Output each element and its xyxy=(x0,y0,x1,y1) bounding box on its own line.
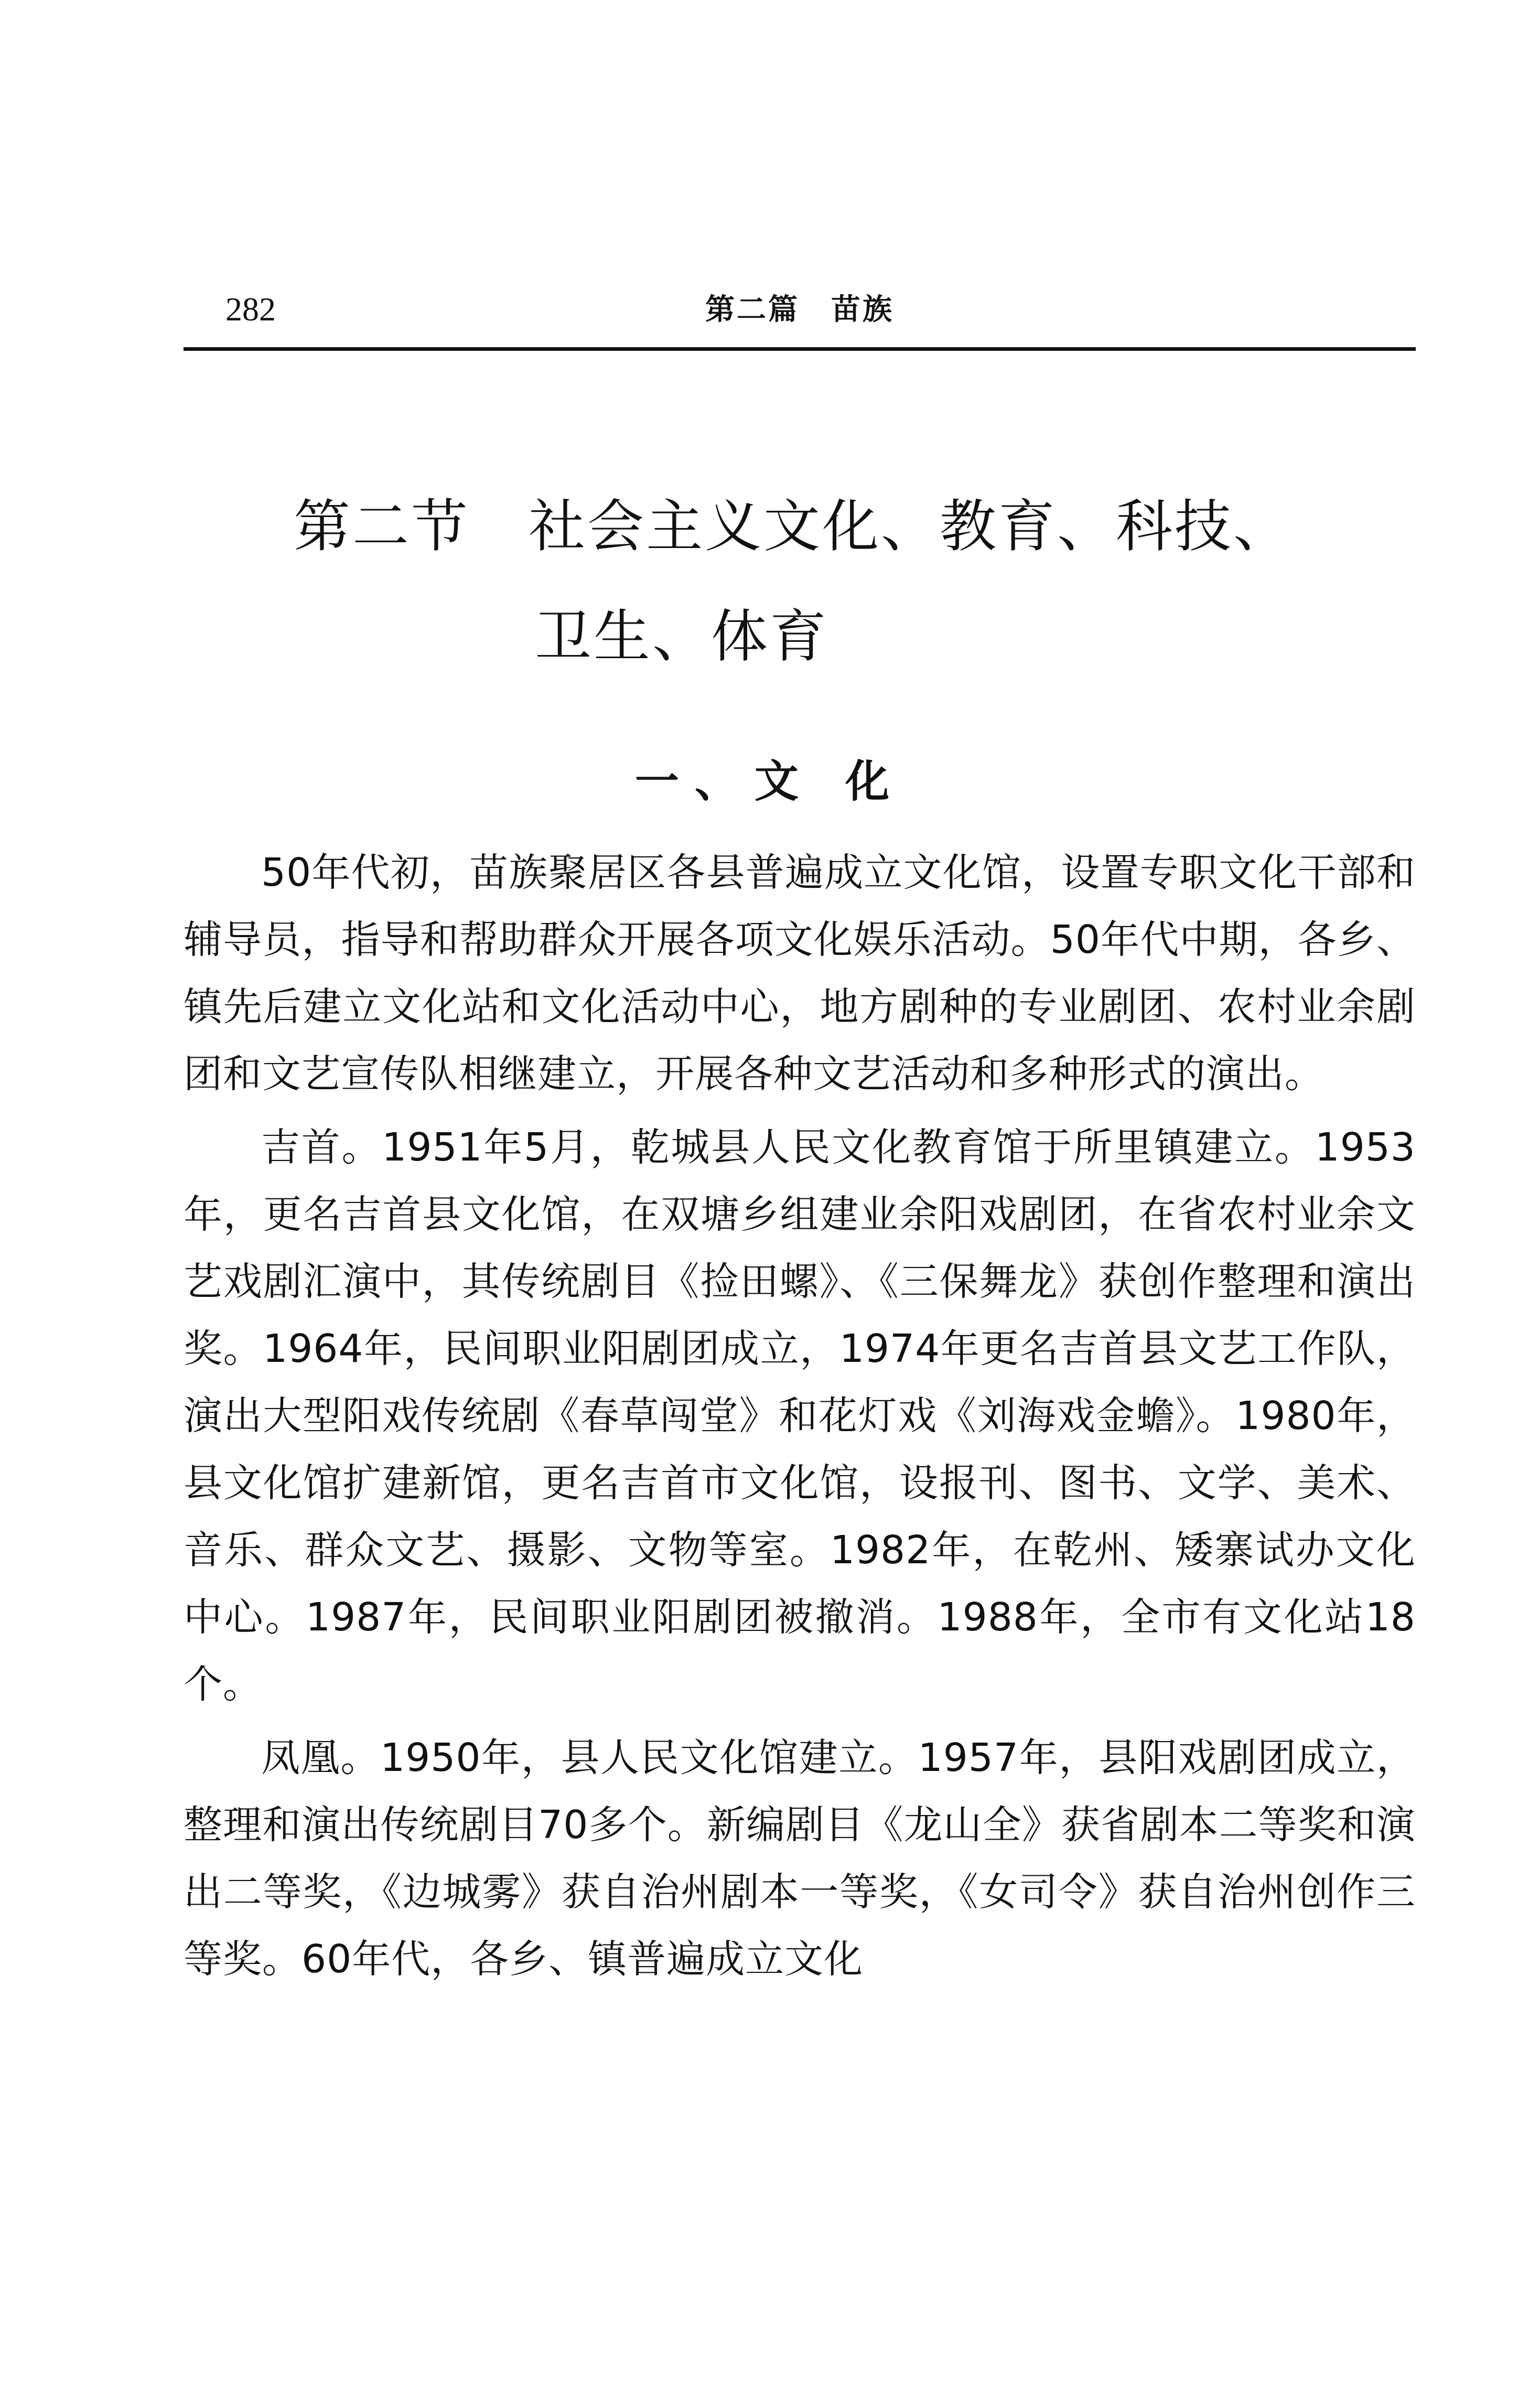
subsection-title: 一、文 化 xyxy=(634,756,906,807)
paragraph-intro: 50年代初，苗族聚居区各县普遍成立文化馆，设置专职文化干部和辅导员，指导和帮助群众开展各项文化娱乐活动。50年代中期，各乡、镇先后建立文化站和文化活动中心，地方剧种的专业剧团、农村业余剧团和文艺宣传队相继建立，开展各种文艺活动和多种形式的演出。 xyxy=(184,850,1416,1097)
page-number: 282 xyxy=(225,291,276,328)
body-text xyxy=(184,839,1416,1999)
paragraph-fenghuang: 凤凰。1950年，县人民文化馆建立。1957年，县阳戏剧团成立，整理和演出传统剧目70多个。新编剧目《龙山全》获省剧本二等奖和演出二等奖，《边城雾》获自治州剧本一等奖，《女司令》获自治州创作三等奖。60年代，各乡、镇普遍成立文化 xyxy=(184,1735,1416,1982)
header-rule xyxy=(184,347,1416,351)
section-title-line-2: 卫生、体育 xyxy=(535,604,829,670)
running-head xyxy=(184,283,1416,336)
section-title-line-1: 第二节 社会主义文化、教育、科技、 xyxy=(294,494,1293,560)
section-title xyxy=(294,472,1342,692)
paragraph-jishou: 吉首。1951年5月，乾城县人民文化教育馆于所里镇建立。1953年，更名吉首县文化馆，在双塘乡组建业余阳戏剧团，在省农村业余文艺戏剧汇演中，其传统剧目《捡田螺》、《三保舞龙》获创作整理和演出奖。1964年，民间职业阳剧团成立，1974年更名吉首县文艺工作队，演出大型阳戏传统剧《春草闯堂》和花灯戏《刘海戏金蟾》。1980年，县文化馆扩建新馆，更名吉首市文化馆，设报刊、图书、文学、美术、音乐、群众文艺、摄影、文物等室。1982年，在乾州、矮寨试办文化中心。1987年，民间职业阳剧团被撤消。1988年，全市有文化站18个。 xyxy=(184,1125,1416,1707)
running-title: 第二篇 苗族 xyxy=(705,292,894,327)
